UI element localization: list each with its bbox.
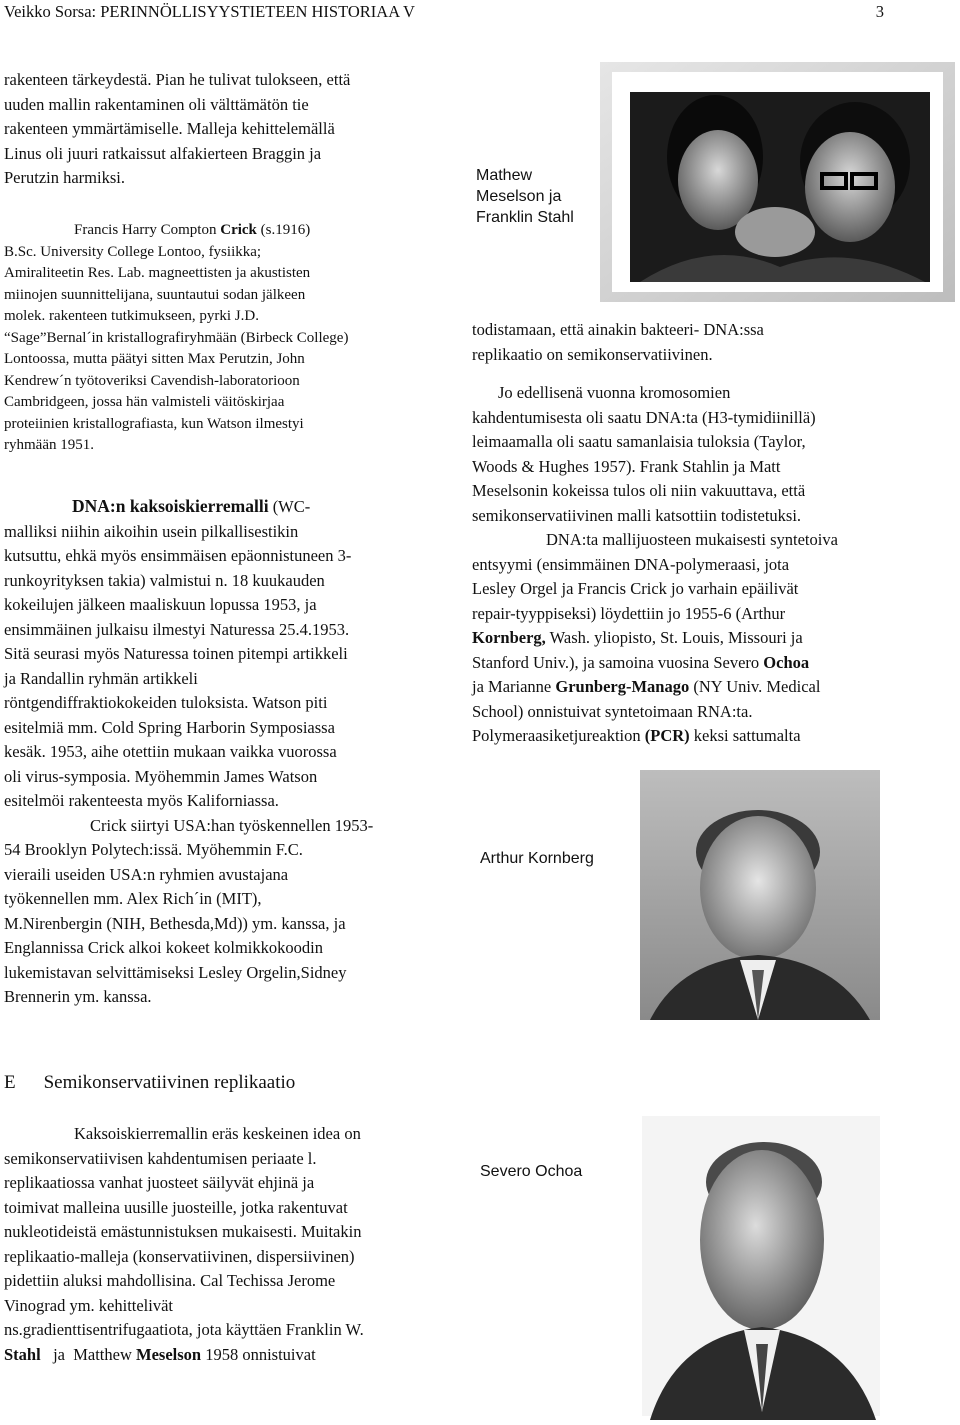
kornberg-line: Kornberg, Wash. yliopisto, St. Louis, Missouri ja bbox=[472, 628, 803, 647]
meselson-name: Meselson bbox=[136, 1344, 202, 1364]
text-line: Englannissa Crick alkoi kokeet kolmikkokoodin bbox=[4, 938, 323, 957]
text-line: DNA:ta mallijuosteen mukaisesti syntetoiva bbox=[546, 530, 838, 549]
text-line: Sitä seurasi myös Naturessa toinen pitempi artikkeli bbox=[4, 644, 348, 663]
meselson-stahl-photo bbox=[600, 62, 955, 302]
text-line: nukleotideistä emästunnistuksen mukaisesti. Muitakin bbox=[4, 1222, 362, 1241]
right-column-text bbox=[472, 318, 952, 749]
caption-ochoa: Severo Ochoa bbox=[480, 1163, 583, 1180]
section-title: Semikonservatiivinen replikaatio bbox=[43, 1072, 296, 1093]
text-line: kutsuttu, ehkä myös ensimmäisen epäonnistuneen 3- bbox=[4, 546, 352, 565]
text-line: “Sage”Bernal´in kristallografiryhmään (Birbeck College) bbox=[4, 329, 349, 346]
text-line: työkennellen mm. Alex Rich´in (MIT), bbox=[4, 889, 262, 908]
text-line: Meselsonin kokeissa tulos oli niin vakuuttava, että bbox=[472, 481, 806, 500]
pcr-line: Polymeraasiketjureaktion (PCR) keksi sattumalta bbox=[472, 726, 801, 745]
text-line: toimivat malleina uusille juosteille, jotka rakentuvat bbox=[4, 1197, 348, 1217]
left-column-top bbox=[4, 68, 464, 191]
text-line: proteiinien kristallografiasta, kun Watson ilmestyi bbox=[4, 415, 304, 432]
text-line: malliksi niihin aikoihin usein pilkallisestikin bbox=[4, 521, 299, 541]
text-line: todistamaan, että ainakin bakteeri- DNA:ssa bbox=[472, 320, 764, 339]
dna-heading: DNA:n kaksoiskierremalli (WC- bbox=[72, 496, 311, 516]
text-line: B.Sc. University College Lontoo, fysiikka; bbox=[4, 243, 262, 260]
text-line: vieraili useiden USA:n ryhmien avustajana bbox=[4, 864, 289, 884]
text-line: rakenteen ymmärtämiselle. Malleja kehittelemällä bbox=[4, 119, 335, 138]
text-line: entsyymi (ensimmäinen DNA-polymeraasi, jota bbox=[472, 554, 790, 574]
text-line: semikonservatiivinen malli katsottiin todistetuksi. bbox=[472, 505, 802, 525]
text-line: kahdentumisesta oli saatu DNA:ta (H3-tymidiinillä) bbox=[472, 407, 816, 427]
text-line: Perutzin harmiksi. bbox=[4, 168, 125, 187]
text-line: replikaatio on semikonservatiivinen. bbox=[472, 344, 713, 364]
caption-kornberg: Arthur Kornberg bbox=[480, 850, 594, 867]
text-line: uuden mallin rakentaminen oli välttämätön tie bbox=[4, 94, 309, 114]
section-letter: E bbox=[4, 1072, 16, 1093]
grunberg-line: ja Marianne Grunberg-Manago (NY Univ. Medical bbox=[472, 677, 821, 696]
running-header bbox=[4, 2, 884, 22]
text-line: runkoyrityksen takia) valmistui n. 18 kuukauden bbox=[4, 570, 325, 590]
pcr-name: (PCR) bbox=[644, 726, 690, 745]
ochoa-line: Stanford Univ.), ja samoina vuosina Severo Ochoa bbox=[472, 652, 810, 672]
kornberg-name: Kornberg, bbox=[472, 628, 546, 647]
text-line: ns.gradienttisentrifugaatiota, jota käyttäen Franklin W. bbox=[4, 1320, 364, 1339]
text-line: esitelmiä mm. Cold Spring Harborin Symposiassa bbox=[4, 717, 335, 737]
text-line: molek. rakenteen tutkimukseen, pyrki J.D. bbox=[4, 308, 259, 324]
crick-heading: Francis Harry Compton Crick (s.1916) bbox=[74, 222, 311, 238]
text-line: rakenteen tärkeydestä. Pian he tulivat tulokseen, että bbox=[4, 70, 351, 89]
text-line: ja Randallin ryhmän artikkeli bbox=[4, 668, 198, 688]
text-line: Lontoossa, mutta päätyi sitten Max Perutzin, John bbox=[4, 351, 305, 367]
stahl-meselson-line: Stahl ja Matthew Meselson 1958 onnistuivat bbox=[4, 1344, 316, 1364]
text-line: Brennerin ym. kanssa. bbox=[4, 987, 152, 1006]
section-heading bbox=[4, 1072, 295, 1094]
text-line: Woods & Hughes 1957). Frank Stahlin ja Matt bbox=[472, 456, 781, 476]
text-line: replikaatiossa vanhat juosteet säilyvät ehjinä ja bbox=[4, 1173, 315, 1192]
crick-name: Crick bbox=[220, 222, 257, 238]
text-line: pidettiin aluksi mahdollisina. Cal Techissa Jerome bbox=[4, 1271, 336, 1290]
grunberg-name: Grunberg-Manago bbox=[555, 677, 690, 696]
text-line: röntgendiffraktiokokeiden tuloksista. Watson piti bbox=[4, 693, 328, 712]
ochoa-photo bbox=[636, 1112, 886, 1420]
page-number: 3 bbox=[875, 2, 884, 21]
text-line: Amiraliteetin Res. Lab. magneettisten ja akustisten bbox=[4, 265, 311, 281]
dna-title: DNA:n kaksoiskierremalli bbox=[72, 496, 269, 516]
dna-model-section bbox=[4, 494, 464, 1010]
text-line: School) onnistuivat syntetoimaan RNA:ta. bbox=[472, 701, 753, 721]
text-line: Jo edellisenä vuonna kromosomien bbox=[498, 383, 731, 402]
text-line: leimaamalla oli saatu samanlaisia tuloksia (Taylor, bbox=[472, 432, 806, 451]
text-line: miinojen suunnittelijana, suuntautui sodan jälkeen bbox=[4, 286, 306, 303]
ochoa-name: Ochoa bbox=[763, 652, 810, 672]
crick-bio bbox=[4, 220, 464, 457]
text-line: ryhmään 1951. bbox=[4, 437, 94, 453]
section-body bbox=[4, 1122, 474, 1367]
text-line: replikaatio-malleja (konservatiivinen, dispersiivinen) bbox=[4, 1246, 355, 1266]
text-line: Cambridgeen, jossa hän valmisteli väitöskirjaa bbox=[4, 394, 285, 410]
text-line: Kendrew´n työtoveriksi Cavendish-laboratorioon bbox=[4, 372, 300, 389]
text-line: 54 Brooklyn Polytech:issä. Myöhemmin F.C. bbox=[4, 840, 303, 859]
text-line: ensimmäinen julkaisu ilmestyi Naturessa 25.4.1953. bbox=[4, 619, 350, 639]
text-line: semikonservatiivisen kahdentumisen periaate l. bbox=[4, 1148, 317, 1168]
text-line: M.Nirenbergin (NIH, Bethesda,Md)) ym. kanssa, ja bbox=[4, 913, 346, 933]
text-line: Kaksoiskierremallin eräs keskeinen idea on bbox=[74, 1124, 361, 1143]
kornberg-photo bbox=[640, 770, 880, 1020]
running-title: Veikko Sorsa: PERINNÖLLISYYSTIETEEN HISTORIAA V bbox=[4, 2, 415, 21]
text-line: Crick siirtyi USA:han työskennellen 1953- bbox=[90, 815, 374, 835]
caption-meselson-stahl: Mathew Meselson ja Franklin Stahl bbox=[476, 167, 574, 226]
text-line: kesäk. 1953, aihe otettiin mukaan vaikka vuorossa bbox=[4, 742, 337, 761]
text-line: repair-tyyppiseksi) löydettiin jo 1955-6 (Arthur bbox=[472, 603, 786, 623]
stahl-name: Stahl bbox=[4, 1344, 41, 1364]
text-line: kokeilujen jälkeen maaliskuun lopussa 1953, ja bbox=[4, 595, 317, 614]
text-line: esitelmöi rakenteesta myös Kaliforniassa. bbox=[4, 791, 279, 810]
text-line: lukemistavan selvittämiseksi Lesley Orgelin,Sidney bbox=[4, 962, 347, 982]
text-line: oli virus-symposia. Myöhemmin James Watson bbox=[4, 766, 318, 786]
text-line: Vinograd ym. kehittelivät bbox=[4, 1295, 174, 1315]
text-line: Linus oli juuri ratkaissut alfakierteen Braggin ja bbox=[4, 143, 322, 163]
text-line: Lesley Orgel ja Francis Crick jo varhain epäilivät bbox=[472, 579, 799, 598]
